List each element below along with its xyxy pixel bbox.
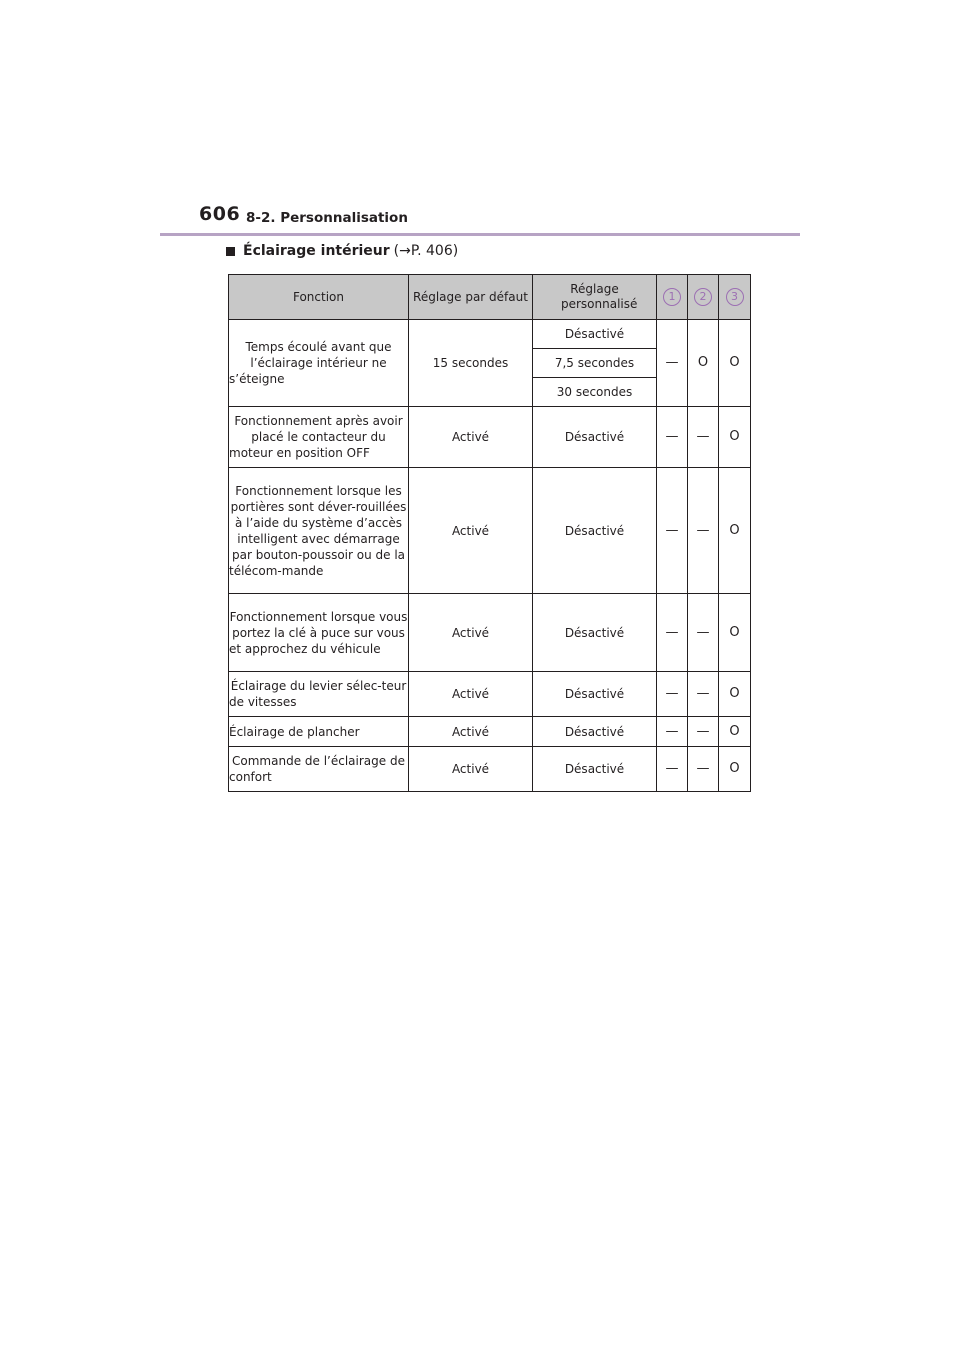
cell-model-2: — [688,594,719,672]
header-default: Réglage par défaut [409,275,533,320]
cell-model-3: O [719,672,751,717]
square-bullet-icon [226,247,235,256]
section-title: 8-2. Personnalisation [246,210,408,226]
cell-function: Temps écoulé avant que l’éclairage intérieur ne s’éteigne [229,320,409,407]
cell-model-1: — [657,747,688,792]
header-function: Fonction [229,275,409,320]
cell-model-3: O [719,407,751,468]
cell-function: Éclairage du levier sélec-teur de vitesses [229,672,409,717]
settings-table [228,274,751,792]
subheading-title: Éclairage intérieur [243,243,390,259]
table-row [229,468,751,594]
cell-model-3: O [719,717,751,747]
cell-default: Activé [409,747,533,792]
cell-model-1: — [657,717,688,747]
cell-function: Éclairage de plancher [229,717,409,747]
header-custom: Réglage personnalisé [533,275,657,320]
cell-model-1: — [657,407,688,468]
cell-default: Activé [409,468,533,594]
cell-model-3: O [719,468,751,594]
circle-number-3-icon: 3 [726,288,744,306]
table-row [229,407,751,468]
circle-number-2-icon: 2 [694,288,712,306]
cell-default: Activé [409,407,533,468]
cell-custom: Désactivé [533,717,657,747]
cell-custom-option: 7,5 secondes [533,349,657,378]
circle-number-1-icon: 1 [663,288,681,306]
header-col-2 [688,275,719,320]
cell-custom: Désactivé [533,747,657,792]
header-rule [160,233,800,236]
cell-function: Fonctionnement après avoir placé le contacteur du moteur en position OFF [229,407,409,468]
cell-model-3: O [719,594,751,672]
header-col-1 [657,275,688,320]
cell-model-1: — [657,468,688,594]
subheading [226,243,458,259]
cell-custom: Désactivé [533,672,657,717]
cell-function: Commande de l’éclairage de confort [229,747,409,792]
cell-model-3: O [719,320,751,407]
cell-function: Fonctionnement lorsque les portières sont déver-rouillées à l’aide du système d’accès intelligent avec démarrage par bouton-poussoir ou de la télécom-mande [229,468,409,594]
table-row [229,747,751,792]
table-row [229,672,751,717]
cell-model-2: — [688,747,719,792]
table-row [229,717,751,747]
cell-custom: Désactivé [533,594,657,672]
cell-custom-option: Désactivé [533,320,657,349]
cell-model-1: — [657,320,688,407]
cell-model-2: O [688,320,719,407]
cell-default: Activé [409,594,533,672]
cell-custom: Désactivé [533,468,657,594]
cell-default: 15 secondes [409,320,533,407]
cell-custom: Désactivé [533,407,657,468]
cell-model-1: — [657,672,688,717]
table-header-row [229,275,751,320]
cell-model-2: — [688,672,719,717]
table-row [229,594,751,672]
cell-model-3: O [719,747,751,792]
page-number: 606 [199,203,241,225]
cell-model-2: — [688,407,719,468]
cell-function: Fonctionnement lorsque vous portez la clé à puce sur vous et approchez du véhicule [229,594,409,672]
cell-default: Activé [409,717,533,747]
cell-custom-option: 30 secondes [533,378,657,407]
cell-model-1: — [657,594,688,672]
subheading-reference: (→P. 406) [393,243,459,259]
table-row [229,320,751,349]
header-col-3 [719,275,751,320]
cell-model-2: — [688,468,719,594]
cell-default: Activé [409,672,533,717]
cell-model-2: — [688,717,719,747]
